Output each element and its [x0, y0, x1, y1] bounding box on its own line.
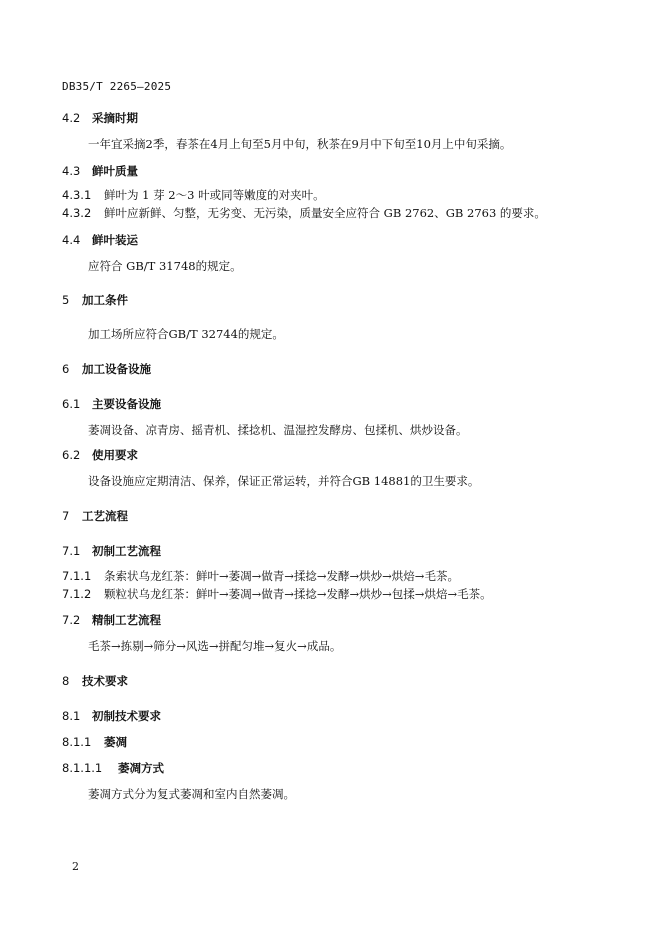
heading-4-4: 4.4 鲜叶装运	[62, 233, 138, 247]
clause-7-1-2: 7.1.2 颗粒状乌龙红茶：鲜叶→萎凋→做青→揉捻→发酵→烘炒→包揉→烘焙→毛茶。	[62, 587, 492, 601]
heading-4-3: 4.3 鲜叶质量	[62, 164, 138, 178]
paragraph: 应符合 GB/T 31748的规定。	[88, 259, 242, 273]
heading-8: 8 技术要求	[62, 674, 128, 688]
heading-5: 5 加工条件	[62, 293, 128, 307]
paragraph: 加工场所应符合GB/T 32744的规定。	[88, 327, 284, 341]
heading-6-1: 6.1 主要设备设施	[62, 397, 161, 411]
heading-8-1-1-1: 8.1.1.1 萎凋方式	[62, 761, 164, 775]
clause-4-3-1: 4.3.1 鲜叶为 1 芽 2～3 叶或同等嫩度的对夹叶。	[62, 188, 325, 202]
clause-7-1-1: 7.1.1 条索状乌龙红茶：鲜叶→萎凋→做青→揉捻→发酵→烘炒→烘焙→毛茶。	[62, 569, 459, 583]
page-number: 2	[72, 860, 79, 873]
paragraph: 一年宜采摘2季，春茶在4月上旬至5月中旬，秋茶在9月中下旬至10月上中旬采摘。	[88, 137, 512, 151]
heading-7-1: 7.1 初制工艺流程	[62, 544, 161, 558]
heading-6: 6 加工设备设施	[62, 362, 151, 376]
document-code: DB35/T 2265—2025	[62, 80, 172, 93]
paragraph: 毛茶→拣剔→筛分→风选→拼配匀堆→复火→成品。	[88, 639, 342, 653]
heading-8-1-1: 8.1.1 萎凋	[62, 735, 127, 749]
heading-7: 7 工艺流程	[62, 509, 128, 523]
paragraph: 萎凋方式分为复式萎凋和室内自然萎凋。	[88, 787, 295, 801]
heading-8-1: 8.1 初制技术要求	[62, 709, 161, 723]
paragraph: 萎凋设备、凉青房、摇青机、揉捻机、温湿控发酵房、包揉机、烘炒设备。	[88, 423, 468, 437]
heading-4-2: 4.2 采摘时期	[62, 111, 138, 125]
heading-7-2: 7.2 精制工艺流程	[62, 613, 161, 627]
heading-6-2: 6.2 使用要求	[62, 448, 138, 462]
clause-4-3-2: 4.3.2 鲜叶应新鲜、匀整，无劣变、无污染，质量安全应符合 GB 2762、GB 2763 的要求。	[62, 206, 546, 220]
paragraph: 设备设施应定期清洁、保养，保证正常运转，并符合GB 14881的卫生要求。	[88, 474, 480, 488]
